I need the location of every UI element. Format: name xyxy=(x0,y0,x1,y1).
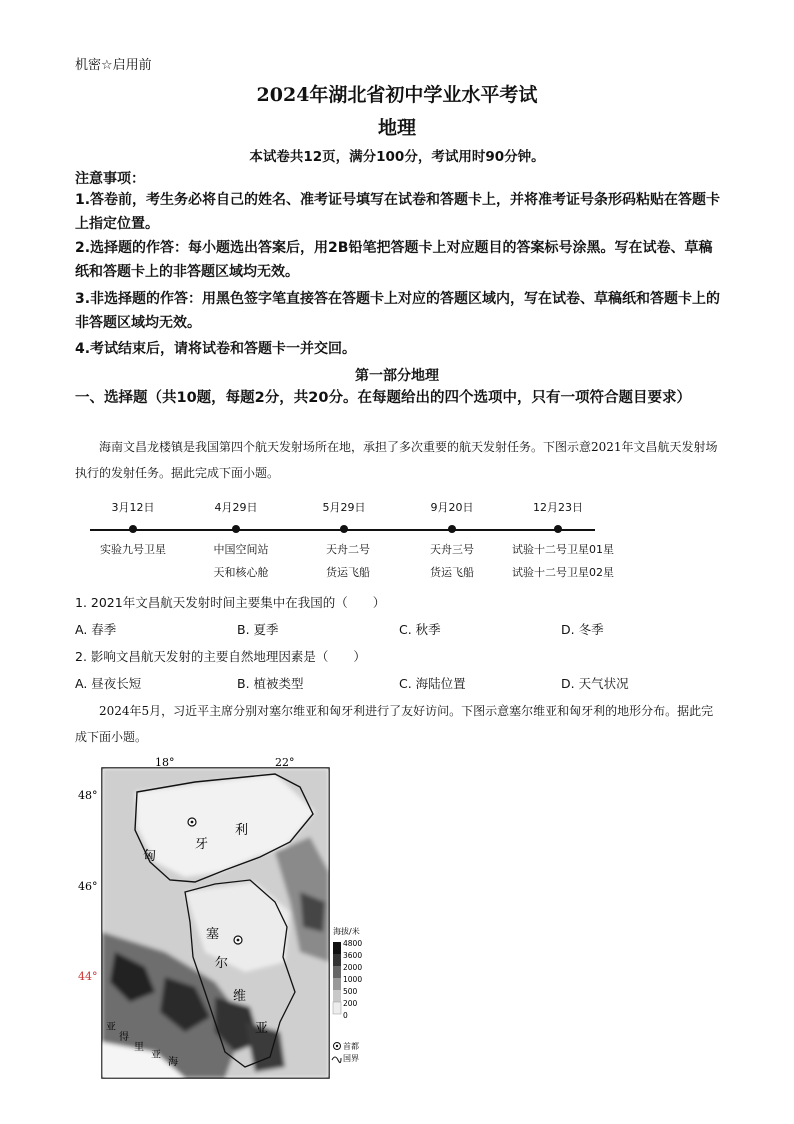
question-stem-2: 2024年5月，习近平主席分别对塞尔维亚和匈牙利进行了友好访问。下图示意塞尔维亚和匈牙利的地形分布。据此完成下面小题。 xyxy=(75,704,714,744)
timeline-dot xyxy=(554,525,562,533)
notice-item-3: 3.非选择题的作答：用黑色签字笔直接答在答题卡上对应的答题区域内，写在试卷、草稿纸和答题卡上的非答题区域均无效。 xyxy=(75,291,721,331)
question-stem-1: 海南文昌龙楼镇是我国第四个航天发射场所在地，承担了多次重要的航天发射任务。下图示意2021年文昌航天发射场执行的发射任务。据此完成下面小题。 xyxy=(75,440,718,480)
legend-value: 500 xyxy=(343,987,358,996)
timeline-label: 试验十二号卫星02星 xyxy=(512,566,614,579)
q1-option-b[interactable]: B. 夏季 xyxy=(237,622,279,637)
question-1: 1. 2021年文昌航天发射时间主要集中在我国的（ ） xyxy=(75,595,386,610)
country-label: 亚 xyxy=(255,1021,269,1036)
timeline-label: 实验九号卫星 xyxy=(100,543,166,556)
timeline-dot xyxy=(129,525,137,533)
section-heading: 一、选择题（共10题，每题2分，共20分。在每题给出的四个选项中，只有一项符合题目要求） xyxy=(75,390,691,406)
lat-label: 44° xyxy=(78,970,98,983)
legend-value: 3600 xyxy=(343,951,363,960)
legend-value: 200 xyxy=(343,999,358,1008)
exam-subject: 地理 xyxy=(377,117,416,139)
timeline-dot xyxy=(448,525,456,533)
lon-label: 18° xyxy=(155,756,175,769)
timeline-label: 试验十二号卫星01星 xyxy=(512,543,614,556)
timeline-dot xyxy=(340,525,348,533)
exam-title: 2024年湖北省初中学业水平考试 xyxy=(256,84,538,106)
timeline-date: 12月23日 xyxy=(533,501,583,514)
timeline-label: 货运飞船 xyxy=(326,566,370,579)
sea-label: 亚 xyxy=(151,1050,161,1061)
lat-label: 48° xyxy=(78,789,98,802)
country-label: 塞 xyxy=(206,927,220,942)
country-label: 牙 xyxy=(195,837,209,852)
country-label: 尔 xyxy=(215,956,229,971)
lon-label: 22° xyxy=(275,756,295,769)
q1-option-d[interactable]: D. 冬季 xyxy=(561,622,604,637)
q2-option-b[interactable]: B. 植被类型 xyxy=(237,676,304,691)
sea-label: 海 xyxy=(168,1057,178,1068)
legend-value: 2000 xyxy=(343,963,363,972)
country-label: 利 xyxy=(235,823,249,838)
legend-value: 4800 xyxy=(343,939,363,948)
q2-option-c[interactable]: C. 海陆位置 xyxy=(399,676,466,691)
q1-option-c[interactable]: C. 秋季 xyxy=(399,622,441,637)
legend-title: 海拔/米 xyxy=(333,927,360,936)
sea-label: 里 xyxy=(134,1042,144,1053)
q2-option-a[interactable]: A. 昼夜长短 xyxy=(75,676,142,691)
terrain-map xyxy=(75,752,375,1082)
timeline-date: 3月12日 xyxy=(111,501,155,514)
q1-option-a[interactable]: A. 春季 xyxy=(75,622,117,637)
timeline-date: 5月29日 xyxy=(322,501,366,514)
timeline-dot xyxy=(232,525,240,533)
timeline-label: 天舟三号 xyxy=(430,543,474,556)
question-2: 2. 影响文昌航天发射的主要自然地理因素是（ ） xyxy=(75,649,366,664)
confidential-mark: 机密☆启用前 xyxy=(75,58,152,73)
sea-label: 亚 xyxy=(106,1022,116,1033)
country-label: 匈 xyxy=(143,849,157,864)
q2-option-d[interactable]: D. 天气状况 xyxy=(561,676,629,691)
legend-border: 国界 xyxy=(343,1054,359,1063)
sea-label: 得 xyxy=(119,1032,129,1043)
lat-label: 46° xyxy=(78,880,98,893)
legend-value: 1000 xyxy=(343,975,363,984)
notice-item-1: 1.答卷前，考生务必将自己的姓名、准考证号填写在试卷和答题卡上，并将准考证号条形码粘贴在答题卡上指定位置。 xyxy=(75,192,721,232)
legend-capital: 首都 xyxy=(343,1042,359,1051)
notice-item-4: 4.考试结束后，请将试卷和答题卡一并交回。 xyxy=(75,341,357,357)
timeline-date: 4月29日 xyxy=(214,501,258,514)
timeline-label: 天和核心舱 xyxy=(213,566,269,579)
part-heading: 第一部分地理 xyxy=(355,368,439,384)
timeline-date: 9月20日 xyxy=(430,501,474,514)
exam-info: 本试卷共12页，满分100分，考试用时90分钟。 xyxy=(249,149,545,165)
timeline-label: 天舟二号 xyxy=(326,543,370,556)
legend-value: 0 xyxy=(343,1011,348,1020)
timeline-label: 中国空间站 xyxy=(213,543,269,556)
notice-heading: 注意事项： xyxy=(75,171,145,187)
notice-item-2: 2.选择题的作答：每小题选出答案后，用2B铅笔把答题卡上对应题目的答案标号涂黑。写在试卷、草稿纸和答题卡上的非答题区域均无效。 xyxy=(75,240,713,280)
timeline-label: 货运飞船 xyxy=(430,566,474,579)
country-label: 维 xyxy=(233,989,247,1004)
